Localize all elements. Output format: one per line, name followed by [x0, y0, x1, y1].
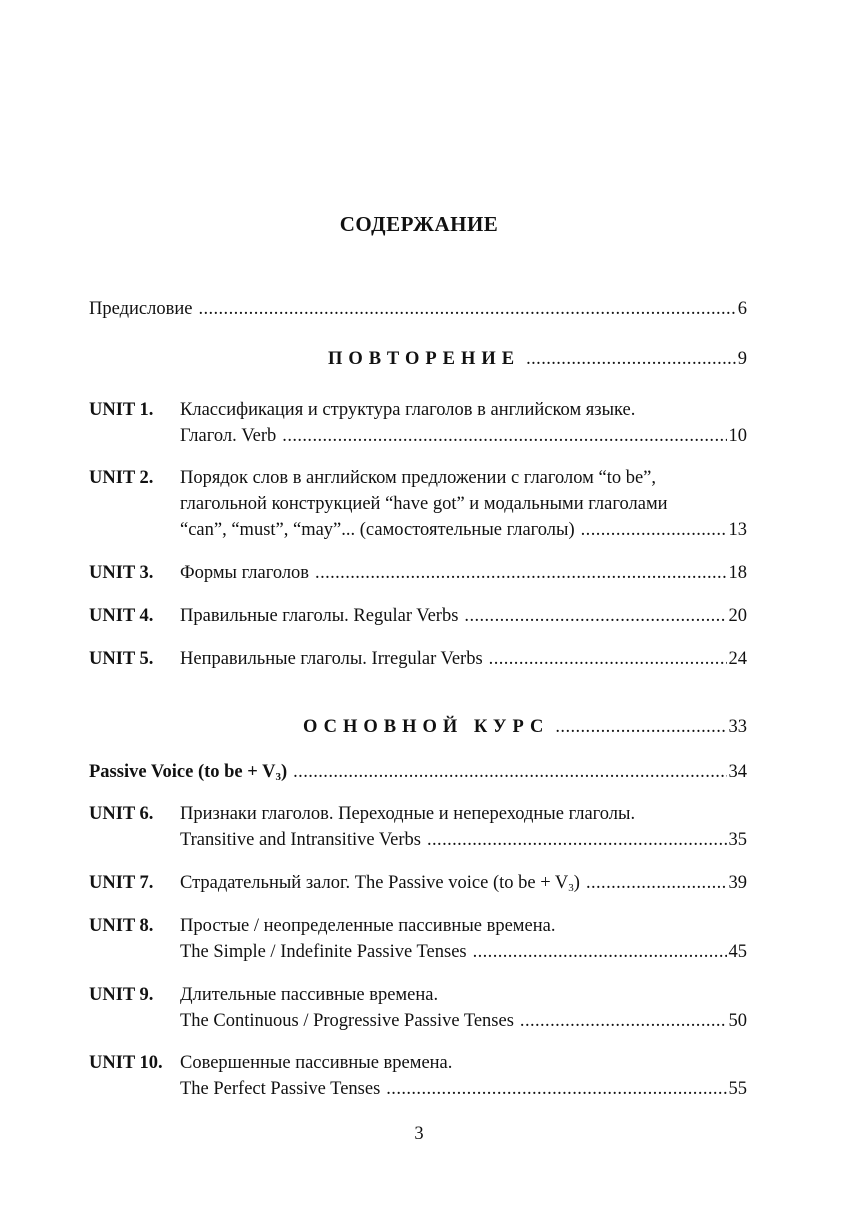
toc-page-number: 34	[728, 762, 747, 782]
unit-label: UNIT 7.	[89, 873, 154, 893]
unit-label: UNIT 5.	[89, 649, 154, 669]
entry-text-close: )	[573, 873, 580, 893]
toc-entry-unit-3[interactable]	[89, 560, 747, 586]
entry-line: Неправильные глаголы. Irregular Verbs	[180, 649, 483, 669]
page-title: СОДЕРЖАНИЕ	[339, 212, 499, 236]
dot-leader	[526, 346, 736, 372]
dot-leader	[198, 296, 735, 322]
toc-entry-label: Предисловие	[89, 299, 193, 319]
toc-entry-unit-5[interactable]	[89, 646, 747, 672]
dot-leader	[555, 714, 726, 740]
entry-line: The Continuous / Progressive Passive Tenses	[180, 1011, 514, 1031]
toc-entry-unit-6[interactable]	[89, 801, 747, 853]
dot-leader	[293, 759, 726, 785]
toc-entry-unit-4[interactable]	[89, 603, 747, 629]
toc-section-main-course[interactable]	[303, 714, 747, 740]
toc-entry-unit-2[interactable]	[89, 465, 747, 543]
unit-label: UNIT 4.	[89, 606, 154, 626]
entry-line	[180, 870, 580, 896]
entry-line: Простые / неопределенные пассивные времена.	[180, 916, 556, 936]
passive-text: Passive Voice (to be + V	[89, 762, 276, 782]
toc-entry-unit-9[interactable]	[89, 982, 747, 1034]
dot-leader	[315, 560, 726, 586]
section-title: ОСНОВНОЙ КУРС	[303, 717, 550, 737]
entry-line: Длительные пассивные времена.	[180, 985, 439, 1005]
toc-page-number: 35	[728, 830, 747, 850]
dot-leader	[386, 1076, 726, 1102]
toc-page-number: 18	[728, 563, 747, 583]
entry-line: “can”, “must”, “may”... (самостоятельные глаголы)	[180, 520, 575, 540]
passive-text-close: )	[280, 762, 288, 782]
toc-entry-unit-8[interactable]	[89, 913, 747, 965]
toc-page-number: 50	[728, 1011, 747, 1031]
entry-line: The Simple / Indefinite Passive Tenses	[180, 942, 467, 962]
dot-leader	[586, 870, 727, 896]
unit-label: UNIT 9.	[89, 985, 154, 1005]
toc-page-number: 13	[728, 520, 747, 540]
toc-section-review[interactable]	[328, 346, 747, 372]
entry-line: Transitive and Intransitive Verbs	[180, 830, 421, 850]
toc-entry-label	[89, 759, 287, 785]
dot-leader	[489, 646, 727, 672]
entry-line: глагольной конструкцией “have got” и модальными глаголами	[180, 494, 668, 514]
toc-page-number: 39	[728, 873, 747, 893]
entry-text: Страдательный залог. The Passive voice (to be + V	[180, 873, 569, 893]
unit-label: UNIT 10.	[89, 1053, 163, 1073]
entry-line: Глагол. Verb	[180, 426, 277, 446]
toc-page-number: 45	[728, 942, 747, 962]
unit-label: UNIT 1.	[89, 400, 154, 420]
toc-entry-unit-7[interactable]	[89, 870, 747, 896]
entry-line: Формы глаголов	[180, 563, 310, 583]
dot-leader	[520, 1008, 727, 1034]
entry-line: The Perfect Passive Tenses	[180, 1079, 381, 1099]
subscript: 3	[568, 882, 574, 894]
toc-page-number: 10	[728, 426, 747, 446]
entry-line: Правильные глаголы. Regular Verbs	[180, 606, 459, 626]
unit-label: UNIT 8.	[89, 916, 154, 936]
dot-leader	[464, 603, 726, 629]
entry-line: Классификация и структура глаголов в английском языке.	[180, 400, 636, 420]
toc-page-number: 6	[737, 299, 747, 319]
unit-label: UNIT 6.	[89, 804, 154, 824]
toc-entry-unit-1[interactable]	[89, 397, 747, 449]
entry-line: Признаки глаголов. Переходные и непереходные глаголы.	[180, 804, 636, 824]
toc-page-number: 9	[737, 349, 747, 369]
entry-line: Совершенные пассивные времена.	[180, 1053, 453, 1073]
entry-line: Порядок слов в английском предложении с глаголом “to be”,	[180, 468, 657, 488]
dot-leader	[581, 517, 727, 543]
dot-leader	[282, 423, 726, 449]
toc-page-number: 33	[728, 717, 747, 737]
toc-entry-preface[interactable]	[89, 296, 747, 322]
dot-leader	[473, 939, 727, 965]
unit-label: UNIT 3.	[89, 563, 154, 583]
subscript: 3	[275, 771, 281, 783]
section-title: ПОВТОРЕНИЕ	[328, 349, 521, 369]
dot-leader	[427, 827, 727, 853]
toc-page-number: 20	[728, 606, 747, 626]
toc-page-number: 55	[728, 1079, 747, 1099]
toc-entry-unit-10[interactable]	[89, 1050, 747, 1102]
page-footer-number: 3	[414, 1124, 424, 1144]
toc-entry-passive-voice[interactable]	[89, 759, 747, 785]
toc-page-number: 24	[728, 649, 747, 669]
unit-label: UNIT 2.	[89, 468, 154, 488]
